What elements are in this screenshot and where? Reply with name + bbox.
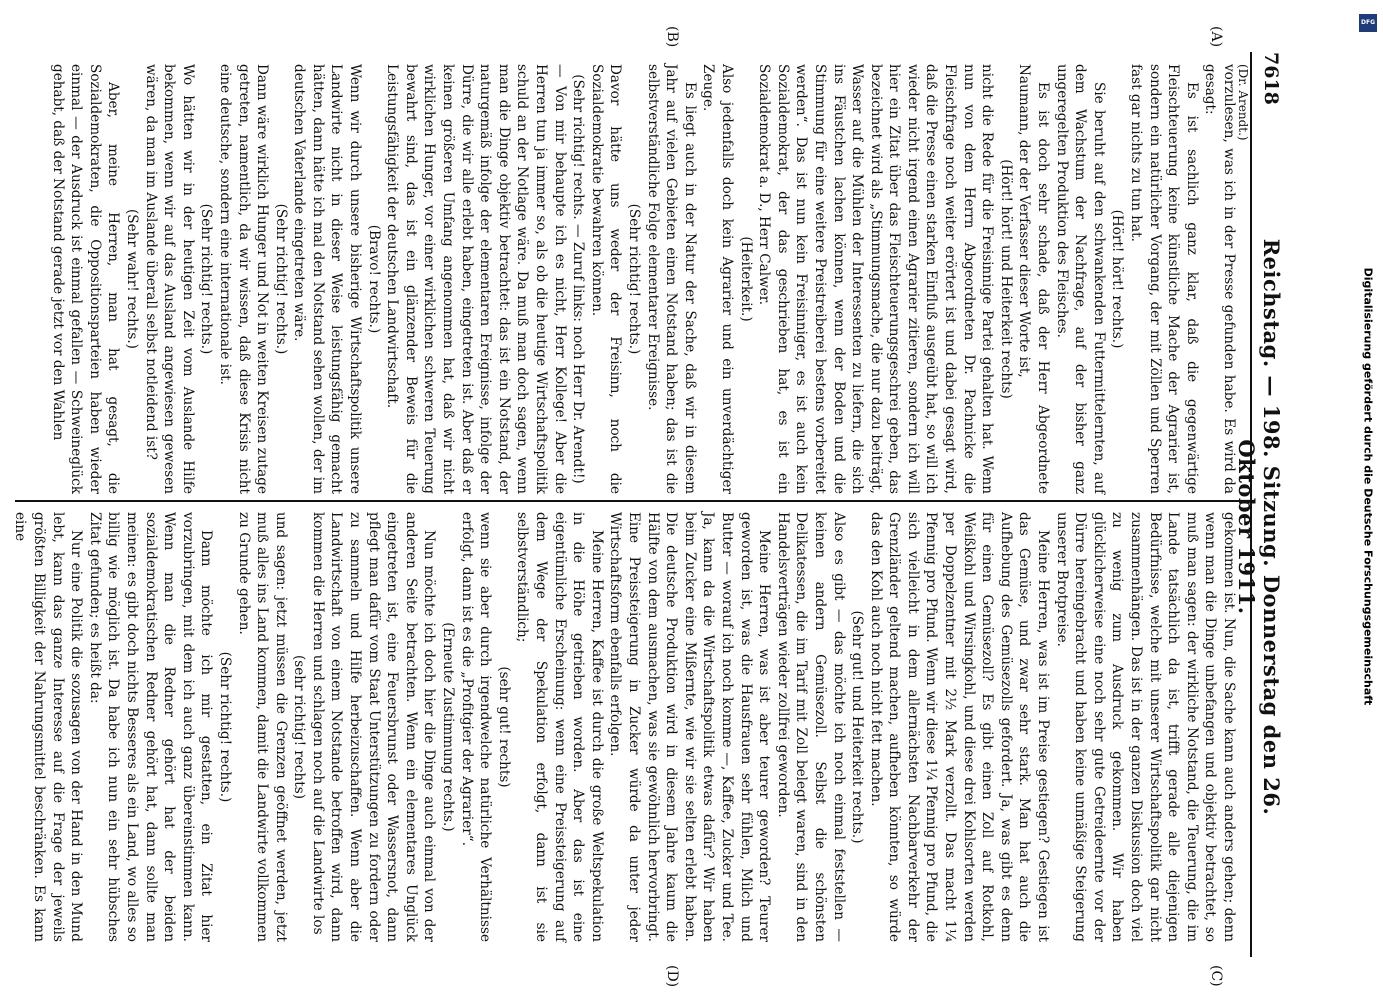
paragraph: Es liegt auch in der Natur der Sache, daß wir in diesem Jahr auf vielen Gebieten einen Notstand haben; das ist die selbstverständliche Folge elementarer Ereignisse. — [644, 64, 698, 494]
header-divider — [1250, 52, 1252, 957]
paragraph: Also es gibt — das möchte ich noch einmal feststellen — keinen andern Gemüsezoll. Selbst die schönsten Delikatessen, die im Tarif mit Zoll belegt waren, sind in den Handelsverträgen wieder zollfrei geworden. — [774, 512, 847, 942]
paragraph: nicht die Rede für die Freisinnige Partei gehalten hat. Wenn nun von dem Herrn Abgeordneten Dr. Pachnicke die Fleischfrage noch weiter erörtert ist und dabei gesagt wird, daß die Presse einen starken Einfluß ausgeübt hat, so will ich wieder nicht irgend einen Agrarier zitieren, sondern ich will hier ein Zitat über das Fleischteuerungsgeschrei geben, das bezeichnet wird als „Stimmungsmache, die nur dazu beiträgt, Wasser auf die Mühlen der Interessenten zu liefern, die sich ins Fäustchen lachen können, wenn der Boden und die Stimmung für eine weitere Preistreiberei bestens vorbereitet werden“. Das ist nun kein Freisinniger, es ist auch kein Sozialdemokrat, der das geschrieben hat, es ist ein Sozialdemokrat a. D., Herr Calwer. — [756, 64, 996, 494]
interjection: (Bravo! rechts.) — [365, 224, 382, 334]
paragraph: Also jedenfalls doch kein Agrarier und ein unverdächtiger Zeuge. — [700, 64, 735, 494]
paragraph: Meine Herren, was ist im Preise gestiegen? Gestiegen ist das Gemüse, und zwar sehr stark. Man hat auch die Aufhebung des Gemüsezolls gefordert. Ja, was gibt es denn für einen Gemüsezoll? Es gibt einen Zoll auf Rotkohl, Weißkohl und Wirsingkohl, und diese drei Kohlsorten werden per Doppelzentner mit 2½ Mark verzollt. Das macht 1¼ Pfennig pro Pfund. Wenn wir diese 1¼ Pfennig pro Pfund, die sich vielleicht in dem allernächsten Nachbarverkehr der Grenzländer geltend machen, aufheben könnten, so würde das den Kohl auch noch nicht fett machen. — [867, 512, 1052, 942]
interjection: (Sehr gut! und Heiterkeit rechts.) — [849, 610, 866, 844]
digitization-credit: Digitalisierung gefördert durch die Deutsche Forschungsgemeinschaft — [1361, 267, 1375, 706]
paragraph: Meine Herren, Kaffee ist durch die große Weltspekulation in die Höhe getrieben worden. Aber das ist eine eigentümliche Erscheinung: wenn eine Preissteigerung auf dem Wege der Spekulation erfolgt, dann ist sie selbstverständlich; — [514, 512, 605, 942]
interjection: (sehr richtig! rechts) — [291, 654, 308, 800]
paragraph: Aber, meine Herren, man hat gesagt, die Sozialdemokraten, die Oppositionsparteien haben wieder einmal — der Ausdruck ist einmal gefallen — Schweineglück gehabt, daß der Notstand gerade jetzt vor den Wahlen — [49, 64, 122, 494]
digitization-sidebar — [1353, 10, 1383, 940]
paragraph: Wenn wir durch unsere bisherige Wirtschaftspolitik unsere Landwirte nicht in dieser Weise leistungsfähig gemacht hätten, dann hätte ich mal den Notstand sehen wollen, der im deutschen Vaterlande eingetreten wäre. — [291, 64, 364, 494]
interjection: (Hört! hört! und Heiterkeit rechts) — [997, 159, 1014, 399]
interjection: (sehr gut! rechts) — [495, 666, 512, 788]
left-column — [18, 64, 1238, 494]
paragraph: wenn sie aber durch irgendwelche natürliche Verhältnisse erfolgt, dann ist es die „Profitgier der Agrarier“. — [458, 512, 494, 942]
interjection: (Sehr richtig! rechts.) — [216, 651, 233, 803]
quote-paragraph: Nur eine Politik die sozusagen von der Hand in den Mund lebt, kann das ganze Interesse auf die Frage der jeweils größten Billigkeit der Nahrungsmittel beschränken. Es kann eine — [12, 512, 85, 942]
dfg-logo: DFG — [1359, 14, 1377, 32]
interjection: (Sehr richtig! rechts.) — [198, 203, 215, 355]
paragraph: Es ist doch sehr schade, daß der Herr Abgeordnete Naumann, der der Verfasser dieser Worte ist, — [1016, 64, 1052, 494]
paragraph: vorzulesen, was ich in der Presse gefunden habe. Es wird da gesagt: — [1202, 64, 1237, 494]
paragraph: und sagen: jetzt müssen die Grenzen geöffnet werden, jetzt muß alles ins Land kommen, damit die Landwirte vollkommen zu Grunde gehen. — [235, 512, 289, 942]
paragraph: Davor hätte uns weder der Freisinn, noch die Sozialdemokratie bewahren können. — [588, 64, 624, 494]
paragraph: Dann wäre wirklich Hunger und Not in weiten Kreisen zutage getreten, namentlich, da wir wissen, daß diese Krisis nicht eine deutsche, sondern eine internationale ist. — [216, 64, 271, 494]
paragraph: Dann möchte ich mir gestatten, ein Zitat hier vorzubringen, mit dem ich auch ganz übereinstimmen kann. Wenn man die Redner gehört hat der beiden sozialdemokratischen Redner gehört hat, dann sollte man meinen: es gibt doch nichts Besseres als ein Land, wo alles so billig wie möglich ist. Da habe ich nun ein sehr hübsches Zitat gefunden; es heißt da: — [86, 512, 215, 942]
paragraph: Meine Herren, was ist aber teurer geworden? Teurer geworden ist, was die Hausfrauen sehr fühlen, Milch und Butter — worauf ich noch komme —, Kaffee, Zucker und Tee. Ja, kann da die Wirtschaftspolitik etwas dafür? Wir haben beim Zucker eine Mißernte, wie wir sie selten erlebt haben. Die deutsche Produktion wird in diesem Jahre kaum die Hälfte von dem ausmachen, was sie gewöhnlich hervorbringt. Eine Preissteigerung in Zucker würde da unter jeder Wirtschaftsform ebenfalls erfolgen. — [607, 512, 773, 942]
interjection: (Heiterkeit.) — [737, 236, 754, 322]
paragraph: Wo hätten wir in der heutigen Zeit vom Auslande Hilfe bekommen, wenn wir auf das Ausland angewiesen gewesen wären, da man im Auslande überall selbst notleidend ist? — [142, 64, 196, 494]
interjection: (Hört! hört! rechts.) — [1109, 209, 1126, 349]
page-title: Reichstag. — 198. Sitzung. Donnerstag den 26. Oktober 1911. — [1234, 238, 1284, 816]
paragraph: gekommen ist. Nun, die Sache kann auch anders gehen; denn wenn man die Dinge unbefangen und objektiv betrachtet, so muß man sagen: der wirkliche Notstand, die Teuerung, die im Lande tatsächlich da ist, trifft gerade alle diejenigen Bedürfnisse, welche mit unserer Wirtschaftspolitik gar nicht zusammenhängen. Das ist in der ganzen Diskussion doch viel zu wenig zum Ausdruck gekommen. Wir haben glücklicherweise eine noch sehr gute Getreideernte vor der Dürre hereingebracht und haben keine unmäßige Steigerung unserer Brotpreise. — [1053, 512, 1237, 942]
margin-marker-b: (B) — [664, 26, 680, 48]
interjection: (Sehr wahr! rechts.) — [123, 209, 140, 349]
margin-marker-c: (C) — [1208, 965, 1224, 987]
paragraph: Es ist sachlich ganz klar, daß die gegenwärtige Fleischteuerung keine künstliche Mache der Agrarier ist, sondern ein natürlicher Vorgang, der mit Zöllen und Sperren fast gar nichts zu tun hat. — [1128, 64, 1200, 494]
margin-marker-d: (D) — [664, 965, 680, 988]
interjection: (Sehr richtig! rechts.) — [272, 203, 289, 355]
right-column — [12, 512, 1238, 942]
paragraph: — Von mir behaupte ich es nicht, Herr Kollege! Aber die Herren tun ja immer so, als ob die heutige Wirtschaftspolitik schuld an der Notlage wäre. Da muß man doch sagen, wenn man die Dinge objektiv betrachtet: das ist ein Notstand, der naturgemäß infolge der elementaren Ereignisse, infolge der Dürre, die wir alle erlebt haben, eingetreten ist. Aber daß er keinen größeren Umfang angenommen hat, daß wir nicht wirklichen Hunger, vor einer wirklichen schweren Teuerung bewahrt sind, das ist ein glänzender Beweis für die Leistungsfähigkeit der deutschen Landwirtschaft. — [384, 64, 568, 494]
interjection: (Sehr richtig! rechts.) — [626, 203, 642, 355]
margin-marker-a: (A) — [1208, 26, 1224, 48]
page-number: 7618 — [1260, 52, 1282, 105]
speaker-note: (Dr. Arendt.) — [1236, 64, 1250, 141]
interjection: (Erneute Zustimmung rechts.) — [440, 622, 457, 832]
paragraph: Nun möchte ich doch hier die Dinge auch einmal von der anderen Seite betrachten. Wenn ein elementares Unglück eingetreten ist, eine Feuersbrunst oder Wassersnot, dann pflegt man dafür vom Staat Unterstützungen zu fordern oder zu sammeln und Hilfe herbeizuschaffen. Wenn aber die Landwirtschaft von einem Notstande betroffen wird, dann kommen die Herren und schlagen noch auf die Landwirte los — [309, 512, 438, 942]
paragraph: Sie beruht auf den schwankenden Futtermittelernten, auf dem Wachstum der Nachfrage, auf der bisher ganz ungeregelten Produktion des Fleisches. — [1053, 64, 1107, 494]
interjection: (Sehr richtig! rechts. — Zuruf links: noch Herr Dr. Arendt!) — [570, 74, 587, 484]
column-divider — [15, 500, 1250, 502]
